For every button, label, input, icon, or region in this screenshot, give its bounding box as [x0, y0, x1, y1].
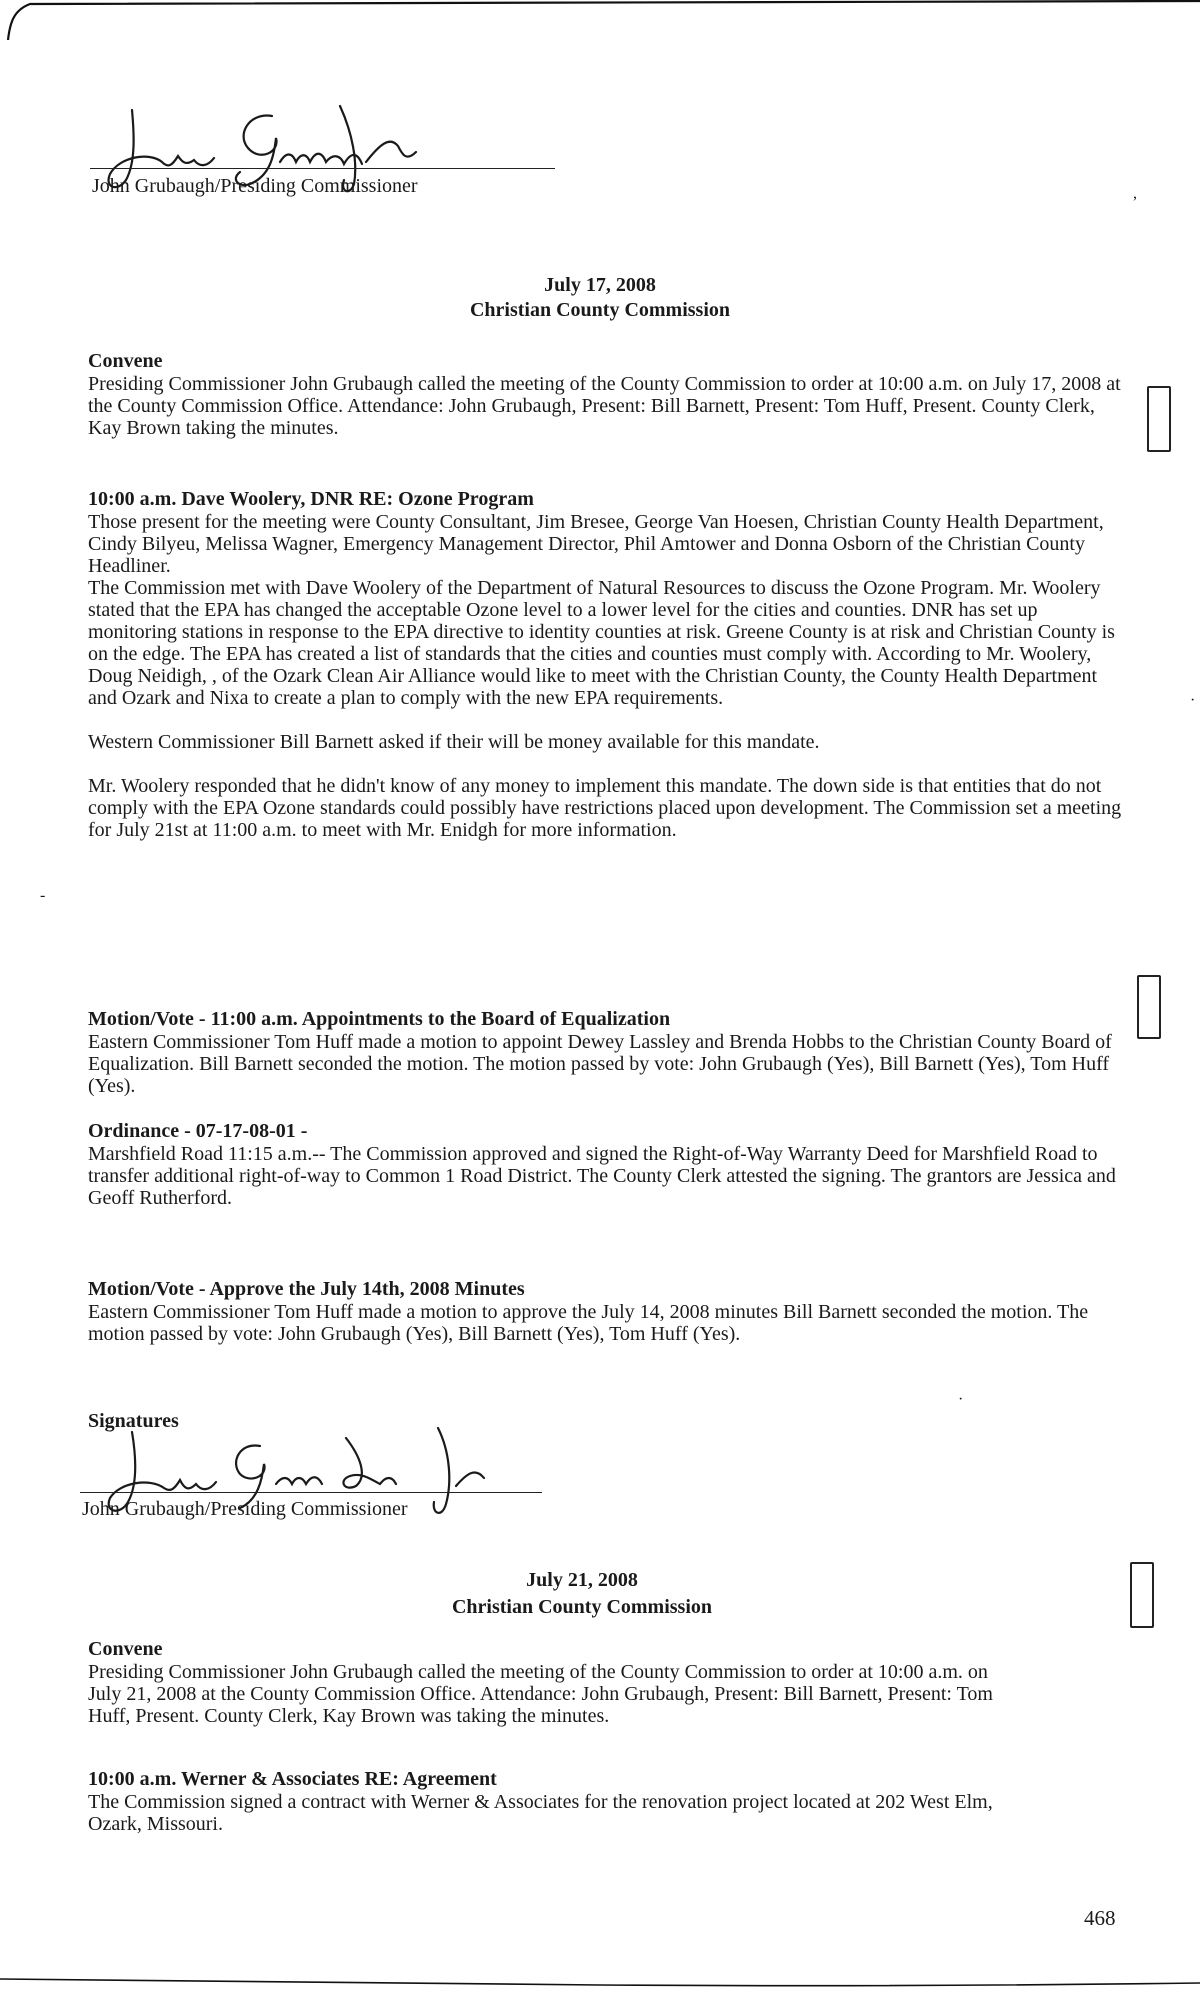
stray-mark: - — [40, 887, 46, 904]
section-paragraph: Eastern Commissioner Tom Huff made a motion to appoint Dewey Lassley and Brenda Hobbs to the Christian County Board of Equalization. Bill Barnett seconded the motion. The motion passed by vote: John Grubaugh (Yes), Bill Barnett (Yes), Tom Huff (Yes). — [88, 1031, 1112, 1097]
section-ozone-program — [88, 488, 1123, 841]
section-paragraph: Marshfield Road 11:15 a.m.-- The Commission approved and signed the Right-of-Way Warranty Deed for Marshfield Road to transfer additional right-of-way to Common 1 Road District. The County Clerk attested the signing. The grantors are Jessica and Geoff Rutherford. — [88, 1143, 1116, 1209]
section-ordinance — [88, 1120, 1123, 1209]
section-approve-minutes — [88, 1278, 1123, 1345]
section-paragraph: Eastern Commissioner Tom Huff made a motion to approve the July 14, 2008 minutes Bill Barnett seconded the motion. The motion passed by vote: John Grubaugh (Yes), Bill Barnett (Yes), Tom Huff (Yes). — [88, 1301, 1089, 1345]
section-paragraph: Presiding Commissioner John Grubaugh called the meeting of the County Commission to order at 10:00 a.m. on July 21, 2008 at the County Commission Office. Attendance: John Grubaugh, Present: Bill Barnett, Present: Tom Huff, Present. County Clerk, Kay Brown was taking the minutes. — [88, 1661, 993, 1727]
page-number: 468 — [1084, 1906, 1116, 1930]
stray-mark: · — [1190, 692, 1196, 709]
section-heading: Convene — [88, 350, 163, 372]
meeting-1-date: July 17, 2008 — [544, 274, 656, 296]
section-paragraph: Presiding Commissioner John Grubaugh called the meeting of the County Commission to order at 10:00 a.m. on July 17, 2008 at the County Commission Office. Attendance: John Grubaugh, Present: Bill Barnett, Present: Tom Huff, Present. County Clerk, Kay Brown taking the minutes. — [88, 373, 1121, 439]
section-heading: Signatures — [88, 1410, 179, 1432]
signature-line-middle — [80, 1492, 542, 1493]
meeting-2-body: Christian County Commission — [451, 1596, 713, 1618]
section-paragraph: Western Commissioner Bill Barnett asked if their will be money available for this mandate. — [88, 731, 820, 753]
stray-mark: , — [1133, 185, 1137, 202]
signature-label-top: John Grubaugh/Presiding Commissioner — [92, 175, 418, 197]
section-paragraph: Those present for the meeting were County Consultant, Jim Bresee, George Van Hoesen, Christian County Health Department, Cindy Bilyeu, Melissa Wagner, Emergency Management Director, Phil Amtower and Donna Osborn of the Christian County Headliner. — [88, 511, 1104, 577]
section-paragraph: Mr. Woolery responded that he didn't know of any money to implement this mandate. The down side is that entities that do not comply with the EPA Ozone standards could possibly have restrictions placed upon development. The Commission set a meeting for July 21st at 11:00 a.m. to meet with Mr. Enidgh for more information. — [88, 775, 1122, 841]
section-heading: Motion/Vote - Approve the July 14th, 2008 Minutes — [88, 1278, 525, 1300]
scan-edge-bottom — [0, 1975, 1200, 2001]
margin-box — [1130, 1562, 1154, 1628]
section-heading: Motion/Vote - 11:00 a.m. Appointments to the Board of Equalization — [88, 1008, 671, 1030]
meeting-1-body: Christian County Commission — [469, 299, 731, 321]
signature-label-middle: John Grubaugh/Presiding Commissioner — [82, 1498, 408, 1520]
section-convene-2 — [88, 1638, 1018, 1727]
scan-edge-top — [0, 0, 1200, 40]
section-werner-agreement — [88, 1768, 1018, 1835]
margin-box — [1147, 386, 1171, 452]
margin-box — [1137, 975, 1161, 1039]
section-paragraph: The Commission met with Dave Woolery of the Department of Natural Resources to discuss the Ozone Program. Mr. Woolery stated that the EPA has changed the acceptable Ozone level to a lower level for the cities and counties. DNR has set up monitoring stations in response to the EPA directive to identity counties at risk. Greene County is at risk and Christian County is on the edge. The EPA has created a list of standards that the cities and counties must comply with. According to Mr. Woolery, Doug Neidigh, , of the Ozark Clean Air Alliance would like to meet with the Christian County, the County Health Department and Ozark and Nixa to create a plan to comply with the new EPA requirements. — [88, 577, 1115, 709]
signature-line-top — [90, 168, 555, 169]
section-heading: Ordinance - 07-17-08-01 - — [88, 1120, 308, 1142]
section-heading: Convene — [88, 1638, 163, 1660]
section-heading: 10:00 a.m. Werner & Associates RE: Agreement — [88, 1768, 497, 1790]
section-heading: 10:00 a.m. Dave Woolery, DNR RE: Ozone Program — [88, 488, 534, 510]
section-convene-1 — [88, 350, 1123, 439]
stray-mark: · — [958, 1391, 964, 1408]
section-board-of-equalization — [88, 1008, 1123, 1097]
meeting-2-date: July 21, 2008 — [526, 1569, 638, 1591]
section-paragraph: The Commission signed a contract with Werner & Associates for the renovation project located at 202 West Elm, Ozark, Missouri. — [88, 1791, 993, 1835]
